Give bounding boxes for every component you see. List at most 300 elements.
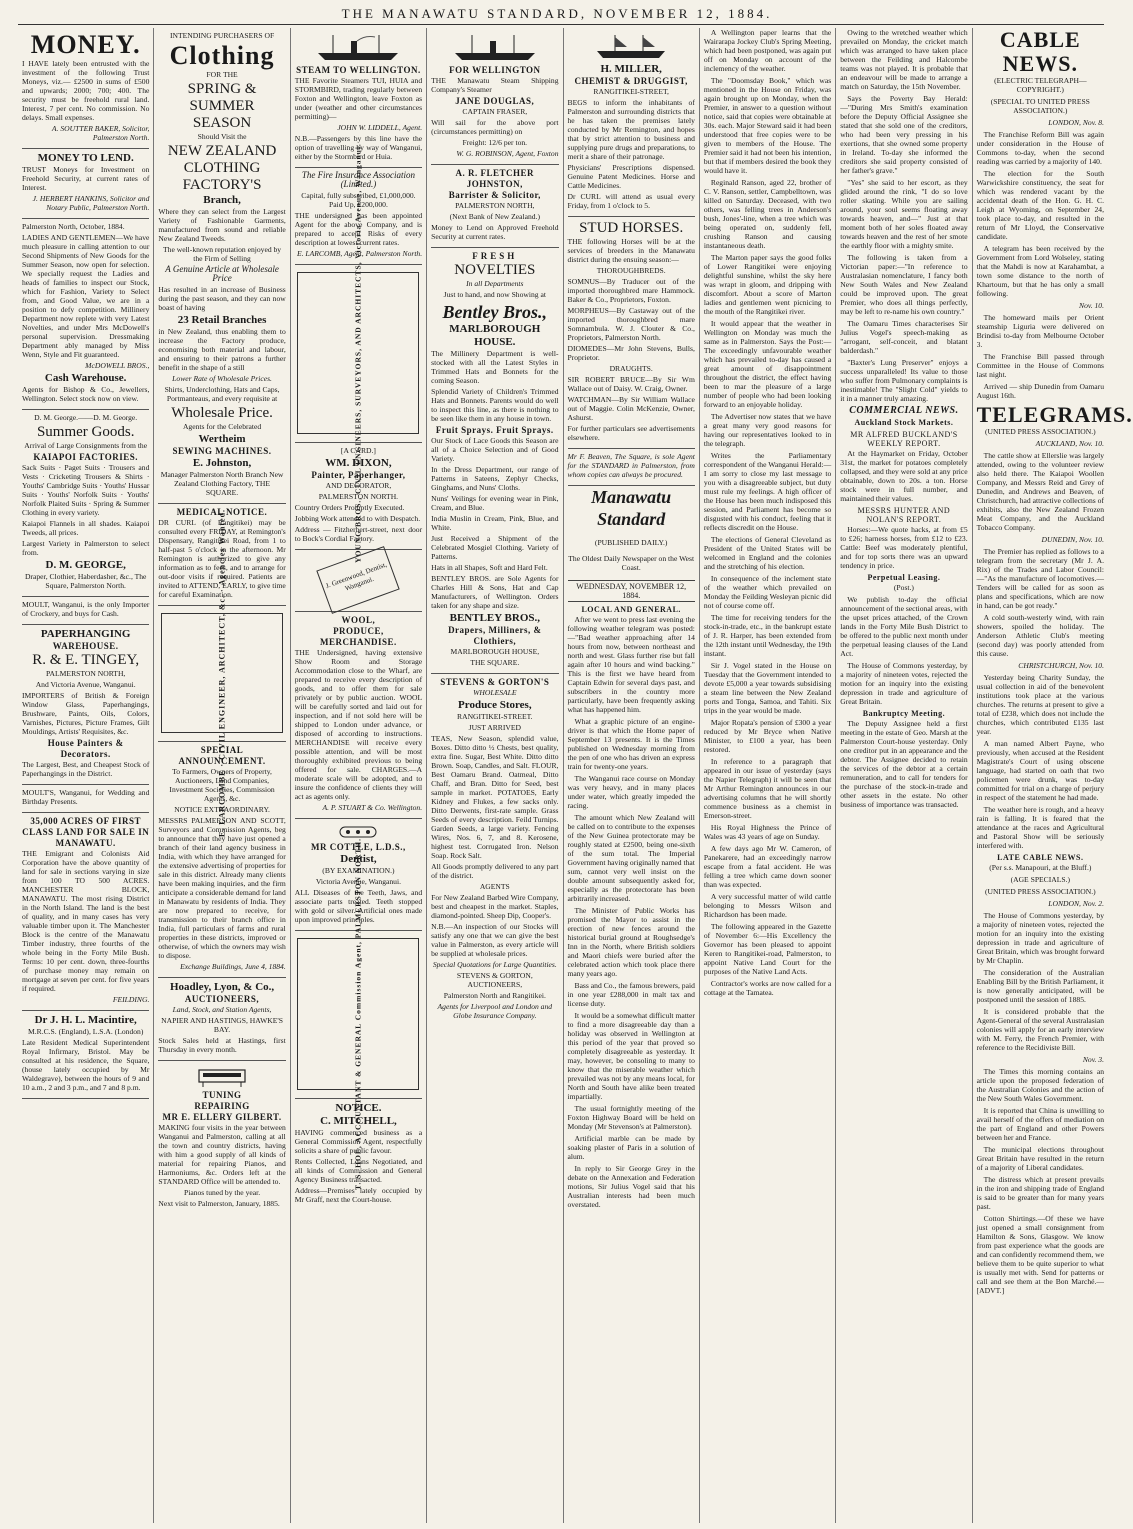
stevens-place: Palmerston North and Rangitikei. [443,991,546,1000]
just-hand: Just to hand, and now Showing at [443,290,546,299]
delivered: All Goods promptly delivered to any part of the district. [431,862,559,880]
hoe-box-text: T. S. HOE, ACCOUNTANT & GENERAL Commission Agent, PALMERSTON NORTH. [353,838,363,1190]
country: Country Orders Promptly Executed. [294,503,405,512]
largest: Largest Variety in Palmerston to select from. [22,539,150,557]
masthead-rule [18,24,1104,25]
c6-p16: A very successful matter of wild cattle belonging to Messrs Wilson and Richardson has been made. [703,892,832,919]
new-zealand: NEW ZEALAND [167,143,277,159]
ad-fletcher [431,165,558,248]
column-4 [427,28,563,1523]
jobbing: Jobbing Work attended to with Despatch. [294,514,421,523]
rents: Rents Collected, Loans Negotiated, and all kinds of Commission and General Agency Business transacted. [294,1157,423,1184]
buckland-title: MR ALFRED BUCKLAND'S WEEKLY REPORT. [850,430,958,448]
local-p8: The usual fortnightly meeting of the Foxton Highway Board will be held on Monday (Mr Stevenson's at Palmerston). [567,1103,695,1131]
dixon-place: PALMERSTON NORTH. [318,492,399,501]
auckland-title: Auckland Stock Markets. [854,418,954,427]
produce-stores: Produce Stores, [458,699,532,711]
miller-text: BEGS to inform the inhabitants of Palmerston and surrounding districts that he has taken the premises lately conducted by Mr Remington, and hopes that by strict attention to business and supplying pure drugs and preparations, to merit a share of their patronage. [567,98,695,161]
column-3 [291,28,427,1523]
dress: In the Dress Department, our range of Patterns in Sateens, Zephyr Checks, Ginghams, and Nuns' Cloths. [431,465,559,492]
fresh: FRESH [472,251,518,261]
exam: (BY EXAMINATION.) [322,866,395,875]
cottle-text: ALL Diseases of the Teeth, Jaws, and associate parts treated. Teeth stopped with gold or silver. Artificial ones made upon improved principles. [294,888,423,924]
dixon: WM. DIXON, [325,457,392,469]
c8-t3: A cold south-westerly wind, with rain showers, spoiled the holiday. The Anderson Athletic Club's meeting (second day) was poorly attended from this cause. [976,613,1104,658]
steam-title: STEAM TO WELLINGTON. [296,65,421,75]
steam-text: THE Favorite Steamers TUI, HUIA and STORMBIRD, trading regularly between Foxton and Wellington, leave Foxton as under (weather and other circumstances permitting)— [294,76,423,121]
summer-list: Sack Suits · Paget Suits · Trousers and Vests · Cricketing Trousers & Shirts · Youths' Cambridge Suits · Youths' Hussar Suits · Youths' Norfolk Suits · Youths' Norfolk Plaited Suits · Spring & Summer Clothing in every variety. [22,463,150,517]
auckland: AUCKLAND, Nov. 10. [1035,439,1104,448]
commercial-title: COMMERCIAL NEWS. [849,405,959,416]
tingey-place: PALMERSTON NORTH, [46,669,126,678]
for-wellington: FOR WELLINGTON [449,65,541,75]
johnston: E. Johnston, [192,457,252,469]
c8-l6: The municipal elections throughout Great Britain have resulted in the return of a majority of Liberal candidates. [976,1145,1104,1172]
intending: INTENDING PURCHASERS OF [169,31,275,40]
money-lend: Money to Lend on Approved Freehold Security at current rates. [431,223,559,241]
millinery: The Millinery Department is well-stocked with all the Latest Styles in Trimmed Hats and Bonnets for the coming Season. [431,349,559,385]
c8-t2: The Premier has replied as follows to a telegram from the secretary (Mr J. A. Rix) of the Trades and Labor Council:—"As the manufacture of locomotives.—Tenders will be called for as soon as plans and specifications, which are now in hand, can be got ready." [976,547,1104,610]
just-arrived: JUST ARRIVED [468,723,522,732]
daily: (PUBLISHED DAILY.) [594,537,668,547]
hunter-title: MESSRS HUNTER AND NOLAN'S REPORT. [857,506,951,524]
late-cable-title: LATE CABLE NEWS. [997,853,1084,862]
special-text: MESSRS PALMERSON AND SCOTT, Surveyors and Commission Agents, beg to announce that they have just opened a branch of their land agency business in India, with which they have arranged for the extensive advertising of properties for sale in this district. Already many clients have been making inquiries, and the firm anticipate a considerable demand for land in Manawatu by residents of India. They are now prepared to receive, for transmission to their branch office in India, full particulars of farms and rural properties in these districts, improved or otherwise, of which the owners may wish to dispose. [158,816,286,960]
c8-l7: The distress which at present prevails in the iron and shipping trade of England is said to be greater than for many years past. [976,1175,1104,1211]
c7-p9: We publish to-day the official announcement of the sectional areas, with the upset prices attached, of the Crown lands in the Forty Mile Bush District to be offered to the public next month under the perpetual leasing clauses of the Land Act. [840,595,968,658]
local-p5: The Minister of Public Works has promised the Mayor to assist in the erection of new fences around the historical burial ground at Roughsedge's Inn in the North, where British soldiers and Maori chiefs were buried after the celebrated action which took place there many years ago. [567,905,695,978]
bruce: SIR ROBERT BRUCE—By Sir Wm Wallace out of Daisy. W. Craig, Owner. [567,375,695,393]
stevens: STEVENS & GORTON'S [440,677,550,687]
dentist: Dentist, [340,853,377,865]
nov10: Nov. 10. [1079,301,1104,310]
local-title: LOCAL AND GENERAL. [581,604,681,614]
masthead: THE MANAWATU STANDARD, NOVEMBER 12, 1884. [341,6,773,21]
ad-george [22,410,149,597]
fire-title: The Fire Insurance Association (Limited.) [301,170,416,189]
goods: TEAS, New Season, splendid value, Boxes. Ditto ditto ½ Chests, best quality, extra fine. Sugar, Best White. Ditto ditto Brown. Soap, Candles, and Salt. FLOUR, Best Oamaru Brand. Oatmeal, Ditto Chaff, and Bran. Ditto for Seed, best sample in market. POTATOES, Early Kidney and Flukes, a few sacks only. Ditto Derwents, first-rate sample. Grass Seeds of every description. Feild Turnips. Garden Seeds, a large variety. Fencing Wires, Nos. 6, 7, and 8. Kerosene, highest test. Corrugated Iron. Nelson Soap. Rock Salt. [431,734,559,860]
dixon-address: Address — Fitzherbert-street, next door to Bock's Cordial Factory. [294,525,423,543]
marlborough: MARLBOROUGH HOUSE. [449,323,541,348]
tingey: R. & E. TINGEY, [32,652,140,668]
column-7 [836,28,972,1523]
somnus: SOMNUS—By Traducer out of the imported thoroughbred mare Hammock. Baker & Co., Proprietors, Foxton. [567,277,695,304]
telegrams-title: TELEGRAMS. [976,402,1133,427]
retail-text: in New Zealand, thus enabling them to increase the Factory produce, economising both material and labour, and ensuring to their patrons a further benefit in the shape of a still [158,327,286,372]
mitchell-text: HAVING commenced business as a General Commission Agent, respectfully solicits a share of public favour. [294,1128,423,1155]
c8-l1: The House of Commons yesterday, by a majority of nineteen votes, rejected the motion for an inquiry into the existing depression in trade and agriculture of Great Britain, which was brought forward by Mr Chaplin. [976,911,1104,965]
hats: Hats in all Shapes, Soft and Hard Felt. [431,563,548,572]
c6-p9: In consequence of the inclement state of the weather which prevailed on Monday the Feilding Wesleyan picnic did not of course come off. [703,574,832,610]
macintire-deg: M.R.C.S. (England), L.S.A. (London) [27,1027,144,1036]
drapers: Drapers, Milliners, & Clothiers, [448,625,542,646]
column-6 [700,28,836,1523]
genuine: A Genuine Article at Wholesale Price [165,264,279,283]
miller-rangitikei: RANGITIKEI-STREET, [593,87,669,96]
local-p9: Artificial marble can be made by soaking plaster of Paris in a solution of alum. [567,1133,695,1161]
c6-p14: His Royal Highness the Prince of Wales was 43 years of age on Sunday. [703,823,832,841]
decorator: AND DECORATOR, [325,481,392,490]
stamp-text: J. Greenwood, Dentist, Wanganui. [325,560,389,593]
ad-bentley [431,248,558,674]
special-to: To Farmers, Owners of Property, Auctioneers, Land Companies, Investment Societies, Commission Agents, &c. [169,767,275,803]
c8-l3: It is considered probable that the Agent-General of the several Australasian colonies will apply for an early interview with M. Ferry, the French Premier, with reference to the Recidiviste Bill. [976,1007,1104,1052]
ad-stevens [431,674,558,1026]
mcdowell-text: LADIES AND GENTLEMEN—We have much pleasure in calling attention to our Second Shipments of New Goods for the Summer Season, now open for selection. We specially request the Ladies and heads of families to inspect our Stock, which for Fashion, Variety to Select from, and Good Value, we are in a position to defy competition. Millinery Department now replete with very Latest Novelties, and under Mrs McDowell's personal supervision. Dressmaking Department ably managed by Miss Wenn, Style and Fit guaranteed. [22,233,150,359]
c8-c6: Arrived — ship Dunedin from Oamaru August 16th. [976,382,1104,400]
marlborough2: MARLBOROUGH HOUSE, [450,647,540,656]
c6-p1: A Wellington paper learns that the Wairarapa Jockey Club's Spring Meeting, which had been postponed, was again put off on Monday on account of the inclemency of the weather. [703,28,832,73]
india: India Muslin in Cream, Pink, Blue, and White. [431,514,559,532]
tingey-text: IMPORTERS of British & Foreign Window Glass, Paperhangings, Brushware, Paints, Oils, Colors, Varnishes, Pictures, Picture Frames, Gilt Mouldings, Artists' Requisites, &c. [22,691,150,736]
bentley: Bentley Bros., [442,302,548,322]
c6-p8: The elections of General Cleveland as President of the United States will be welcomed in England and the colonies and the stretching of his election. [703,535,832,571]
lace: Our Stock of Lace Goods this Season are all of a Choice Selection and of Good Variety. [431,436,559,463]
gilbert-text: MAKING four visits in the year between Wanganui and Palmerston, calling at all the town and country districts, having with him a good supply of all kinds of material for repairing Pianos, and Harmoniums, &c. Orders left at the STANDARD Office will be attended to. [158,1123,286,1186]
splendid: Splendid Variety of Children's Trimmed Hats and Bonnets. Parents would do well to inspect this line, as there is nothing to be seen like them in any house in town. [431,387,559,423]
summer-title: Summer Goods. [36,424,135,440]
george-top: D. M. George.——D. M. George. [34,413,138,422]
upa: (UNITED PRESS ASSOCIATION.) [984,427,1096,436]
c6-p4: The Marton paper says the good folks of Lower Rangitikei were enjoying delightful sunshine, whilst the sky here was wrapt in gloom, and dripping with discomfort. About a score of Marton ladies and gentlemen went picnicing to the mouth of the Rangitikei river. [703,253,832,316]
local-p10: In reply to Sir George Grey in the debate on the Annexation and Federation motions, Sir Julius Vogel said that his Australian interests had been much overstated. [567,1163,695,1209]
c8-t1: The cattle show at Ellerslie was largely attended, owing to the volunteer review also held there. The Kaiapoi Woollen Company, and Messrs Reid and Grey of Dunedin, and Andrews and Beaven, of Christchurch, had attractive collections of exhibits, also the New Zealand Frozen Meat Company, and the Auckland Tobacco Company. [976,451,1104,532]
card: [A CARD.] [340,446,376,455]
stud: STUD HORSES. [579,220,684,236]
reputation: The well-known reputation enjoyed by the Firm of Selling [163,245,282,263]
robinson: W. G. ROBINSON, Agent, Foxton [456,149,559,158]
johnston-text: Manager Palmerston North Branch New Zealand Clothing Factory, THE SQUARE. [160,470,284,497]
c8-c5: The Franchise Bill passed through Committee in the House of Commons last night. [976,352,1104,379]
c8-t6: The weather here is rough, and a heavy rain is falling. It is feared that the attendance at the races and Agricultural and Pastoral Show will be seriously interfered with. [976,805,1104,850]
ad-mcdowell [22,219,149,410]
notice: NOTICE. [335,1102,382,1114]
upa2: (UNITED PRESS ASSOCIATION.) [984,887,1096,896]
medical-title: MEDICAL NOTICE. [176,507,268,517]
next-bank: (Next Bank of New Zealand.) [449,212,541,221]
next-visit: Next visit to Palmerston, January, 1885. [158,1199,280,1208]
c8-l5: It is reported that China is unwilling to avail herself of the offers of mediation on the part of England and other Powers between her and France. [976,1106,1104,1142]
special-title: SPECIAL ANNOUNCEMENT. [178,745,266,766]
palmerston: PALMERSTON NORTH, [455,201,535,210]
special-sig: Exchange Buildings, June 4, 1884. [180,962,286,971]
agents: Agents for the Celebrated [182,422,262,431]
c7-p6: "Baxter's Lung Preserver" enjoys a success unparalleled! Its value to those who suffer from Pulmonary complaints is inestimable! The "Slight Cold" yields to it in a manner truly amazing. [840,358,968,403]
resulted: Has resulted in an increase of Business during the past season, and they can now boast of having [158,285,286,312]
repairing: REPAIRING [194,1101,250,1111]
beaven: Mr F. Beaven, The Square, is sole Agent for the STANDARD in Palmerston, from whom copies can always be procured. [567,452,695,479]
medical-text: DR CURL (of Rangitikei) may be consulted every FRIDAY, at Remington's Dispensary, Rangitikei Road, from 1 to half-past 5 o'clock in the afternoon. Mr Remington is authorized to give any information as to fees, and to arrange for out-door visits if required. Patients are invited to ATTEND, EARLY, to give time for careful Examination. [158,518,286,599]
c6-p5: It would appear that the weather in Wellington on Monday was much the same as in Palmerston. Says the Post:—The exceedingly unfavourable weather which has prevailed to-day has caused a great amount of disappointment throughout the district, the effect having been to mar the pleasure of a large number of people who had been looking forward to an enjoyable holiday. [703,319,832,409]
ad-moult [22,597,149,625]
wool: WOOL, [341,615,376,625]
liddell: JOHN W. LIDDELL, Agent. [337,123,423,132]
c6-p3: Reginald Ranson, aged 22, brother of C. V. Ranson, settler, Campbelltown, was killed on Saturday. Deceased, with two others, was felling trees in Anderson's bush, Jones'-line, when a tree which was being operated on, suddenly fell, crushing Ranson and causing instantaneous death. [703,178,832,250]
ad-land [22,813,149,1011]
macintire-name: Dr J. H. L. Macintire, [34,1014,137,1026]
steamer-text: THE Manawatu Steam Shipping Company's Steamer [431,76,559,94]
george-name: D. M. GEORGE, [45,559,126,571]
macintire-text: Late Resident Medical Superintendent Royal Infirmary, Bristol. May be consulted at his residence, the Square, (house lately occupied by Mr Waldegrave), between the hours of 9 and 10 a.m., 2 and 3 p.m., and 7 and 8 p.m. [22,1038,150,1092]
c6-p6: The Advertiser now states that we have a great many very good reasons for having our representatives looked to in the telegraph. [703,412,832,448]
c8-c2: The election for the South Warwickshire constituency, the seat for which was rendered vacant by the accidental death of the Hon. G. H. C. Leigh at Wyoming, on September 24, took place to-day, and resulted in the return of Mr Lloyd, the Conservative candidate. [976,169,1104,241]
branch-text: Where they can select from the Largest Variety of Fashionable Garments, manufactured from sound and reliable New Zealand Tweeds. [158,207,286,243]
pianos: Pianos tuned by the year. [183,1188,261,1197]
retail: 23 Retail Branches [177,314,267,326]
c6-p18: Contractor's works are now called for a cottage at the Tamatea. [703,979,832,997]
wool-sig: A. P. STUART & Co. Wellington. [322,803,423,812]
ad-stud [568,217,695,449]
freight: Freight: 12/6 per ton. [462,138,528,147]
kaiapoi: KAIAPOI FACTORIES. [33,452,139,462]
clothing-factory: CLOTHING FACTORY'S [182,160,262,193]
ship-engraving-icon [591,33,671,61]
wholesale: Wholesale Price. [171,405,273,421]
jane: JANE DOUGLAS, [455,96,535,106]
bentley-agents: BENTLEY BROS. are Sole Agents for Charles Hill & Sons, Hat and Cap Manufacturers, of Wellington. Orders taken for any shape and size. [431,574,559,610]
stock-sales: Stock Sales held at Hastings, first Thursday in every month. [158,1036,286,1054]
rangitikei: RANGITIKEI-STREET. [457,712,533,721]
branch: Branch, [203,194,241,206]
ad-wool [295,612,422,819]
fruit: Fruit Sprays. Fruit Sprays. [435,425,554,435]
lower-rate: Lower Rate of Wholesale Prices. [172,374,272,383]
notice-extra: NOTICE EXTRAORDINARY. [174,805,270,814]
c7-p2: Says the Poverty Bay Herald:—"During Mrs Smith's examination before the Deputy Official Assignee she stated that she sold one of the creditors, who had been very pressing in his exertions, that she owned some property in Ireland. To-day she informed the creditors she said property consisted of her father's grave." [840,94,968,175]
cottle-place: Victoria Avenue, Wanganui. [315,877,401,886]
mosgiel: Just Received a Shipment of the Celebrated Mosgiel Clothing. Variety of Patterns. [431,534,559,561]
c7-p7: At the Haymarket on Friday, October 31st, the market for potatoes completely collapsed, and they were sold at any price obtainable, down to 20s. a ton. Horse stock were in full number, and maintained their values. [840,449,968,503]
c8-c3: A telegram has been received by the Government from Lord Wolseley, stating that the Mahdi is now at Karahambat, a town some distance to the north of Khartoum, but that he has only a small following. [976,244,1104,298]
produce: PRODUCE, [333,626,384,636]
dentist-stamp [317,546,400,614]
nameplate-block [568,486,695,602]
lend-title: MONEY TO LEND. [37,152,134,164]
cash-text: Agents for Bishop & Co., Jewellers, Wellington. Select stock now on view. [22,385,150,403]
wool-text: THE Undersigned, having extensive Show Room and Storage Accommodation close to the Wharf, are prepared to receive every description of goods, and to offer them for sale privately or by public auction. WOOL will be carefully sorted and laid out for inspection, and if not sold here will be shipped to London under advance, or disposed of according to instructions. MERCHANDISE will receive every possible attention, and will be most thoroughly exhibited previous to being offered for sale. CHARGES.—A moderate scale will be adopted, and to insure the confidence of clients they will act as agents only. [294,648,423,801]
fire-text: THE undersigned has been appointed Agent for the above Company, and is prepared to accept Risks of every description at lowest current rates. [294,211,423,247]
agents-for: AGENTS [479,882,510,891]
hoadley: Hoadley, Lyon, & Co., [169,981,275,993]
barbed: For New Zealand Barbed Wire Company, best and cheapest in the market. Staples, diamond-pointed. Sheep Dip, Cooper's. [431,893,559,920]
stud-text: THE following Horses will be at the services of breeders in the Manawatu district during the ensuing season:— [567,237,695,264]
tingey-text2: The Largest, Best, and Cheapest Stock of Paperhangings in the District. [22,760,150,778]
column-5 [564,28,700,1523]
ad-clothing-factory [158,28,285,504]
bentley2: BENTLEY BROS., [449,612,540,624]
post: (Post.) [893,583,914,592]
c8-l8: Cotton Shirtings.—Of these we have just opened a small consignment from Hamilton & Sons, Glasgow. We know from past experience what the goods are and can confidently recommend them, we believe them to be quite superior to what is usually met with. Send for patterns or call and see them at the Bon Marché.—[ADVT.] [976,1214,1104,1295]
ad-moult2 [22,785,149,813]
for-the: FOR THE [206,70,238,79]
column-2 [154,28,290,1523]
mcdowell-sig: McDOWELL BROS., [85,361,150,370]
c7-p3: "Yes" she said to her escort, as they glided around the rink, "I do so love roller skating. While you are sailing around, your soul seems floating away towards heaven, and—" Just at that moment both of her soles floated away towards heaven and the rest of her smote the earthly floor with a mighty smite. [840,178,968,250]
curl: Dr CURL will attend as usual every Friday, from 1 o'clock to 5. [567,192,695,210]
lend-sig: J. HERBERT HANKINS, Solicitor and Notary Public, Palmerston North. [32,194,150,212]
c8-l2: The consideration of the Australian Enabling Bill by the British Parliament, it is now generally anticipated, will be postponed until the session of 1885. [976,968,1104,1004]
local-p3: The Wanganui race course on Monday was very heavy, and in many places under water, which greatly impeded the racing. [567,773,695,810]
sewing: SEWING MACHINES. [172,446,272,456]
clothing: Clothing [169,41,275,70]
c7-p4: The following is taken from a Victorian paper:—"In reference to Australasian nomenclature, I fancy both New South Wales and New Zealand could be improved upon. The great Premier, who does all things perfectly, may be left to re-name his own country." [840,253,968,316]
diomedes: DIOMEDES—Mr John Stevens, Bulls, Proprietor. [567,344,695,362]
should-visit: Should Visit the [197,132,247,141]
c8-l4: The Times this morning contains an article upon the proposed federation of the Australian Colonies and the action of the New South Wales Government. [976,1067,1104,1103]
miller: H. MILLER, [600,63,662,75]
local-general [568,605,695,1209]
further: For further particulars see advertisements elsewhere. [567,424,695,442]
season: SEASON [192,115,252,131]
tingey-place2: And Victoria Avenue, Wanganui. [35,680,136,689]
tuning: TUNING [202,1090,242,1100]
c6-p13: In reference to a paragraph that appeared in our issue of yesterday (says the Napier Telegraph) it will be seen that Mr Arthur Remington announces in our advertising columns that he will shortly commence business as a chemist in Emerson-street. [703,757,832,820]
larcombe-box-text: E. LARCOMBE · CIVIL ENGINEER, ARCHITECT, &c. · Agencies Wanted. [217,508,227,838]
ad-gilbert [158,1061,285,1214]
ad-miller [568,28,695,217]
local-p4: The amount which New Zealand will be called on to contribute to the expenses of the New Guinea protectorate may be roughly stated at £2500, being one-sixth of the sum total. The Imperial Government having originally named that sum, cannot very well insist on the double amount subsequently asked for, especially as the protectorate has been arbitrarily increased. [567,812,695,903]
money-text: I HAVE lately been entrusted with the investment of the following Trust Moneys, viz.— £2500 in sums of £500 and upwards; 2000; 700; 400. The security must be freehold rural land. Interest, 7 per cent. No commission. No delays. Small expenses. [22,59,150,122]
land-text: THE Emigrant and Colonists Aid Corporation have the above quantity of land for sale in sections varying in size from 100 TO 500 ACRES. MANCHESTER BLOCK, MANAWATU. The most rising District in the North Island. The land is the best of quality, and in many cases has very valuable timber upon it. The Manchester Block is the centre of the Manawatu Timber industry, three fourths of the whole being in the Forty Mile Bush. Terms: 10 per cent. down, three-fourths of purchase money may remain on mortgage at seven per cent. for five years if required. [22,849,150,993]
steam-nb: N.B.—Passengers by this line have the option of travelling by way of Wanganui, either by the Stormbird or Huia. [294,134,423,161]
money-title: MONEY. [30,30,141,59]
dateline: WEDNESDAY, NOVEMBER 12, 1884. [568,580,695,602]
capital: Capital, fully subscribed, £1,000,000. Paid Up, £200,000. [301,191,416,209]
steamship-icon [450,33,540,63]
wholesale: WHOLESALE [473,688,517,697]
gilbert: MR E. ELLERY GILBERT. [162,1112,282,1122]
nuns: Nuns' Veilings for evening wear in Pink, Cream, and Blue. [431,494,559,512]
captain: CAPTAIN FRASER, [462,107,528,116]
stevens-nb: N.B.—An inspection of our Stocks will satisfy any one that we can give the best value in Palmerston, as every article will be supplied at wholesale prices. [431,922,559,958]
copyright: (ELECTRIC TELEGRAPH—COPYRIGHT.) [994,76,1087,94]
square: THE SQUARE. [470,658,520,667]
age: (AGE SPECIALS.) [1010,875,1071,884]
thoroughbreds: THOROUGHBREDS. [596,266,666,275]
young-box-text: YOUNG BROS., CIVIL ENGINEERS, SURVEYORS, AND ARCHITECTS, Victoria Avenue, Wanganui. [353,143,363,563]
shirts: Shirts, Underclothing, Hats and Caps, Portmanteaus, and every requisite at [164,385,280,403]
c6-p15: A few days ago Mr W. Cameron, of Panekarere, had an exceedingly narrow escape from a fatal accident. He was felling a tree which came down sooner than was expected. [703,844,832,889]
house-painters: House Painters & Decorators. [47,738,124,759]
local-p6: Bass and Co., the famous brewers, paid in one year £288,000 in malt tax and license duty. [567,980,695,1008]
all-depts: In all Departments [466,279,524,288]
fire-sig: E. LARCOMB, Agent, Palmerston North. [296,249,423,258]
george-desc: Draper, Clothier, Haberdasher, &c., The Square, Palmerston North. [24,572,147,590]
column-8 [973,27,1133,1523]
nameplate: Manawatu Standard [591,487,672,529]
mcdowell-date: Palmerston North, October, 1884. [22,222,125,231]
c7-p10: The House of Commons yesterday, by a majority of nineteen votes, rejected the motion for an inquiry into the existing depression in trade and agriculture of Great Britain. [840,661,968,706]
lend-text: TRUST Moneys for Investment on Freehold Security, at current rates of Interest. [22,165,150,192]
novelties: NOVELTIES [454,262,536,278]
special-q: Special Quotations for Large Quantities. [432,960,557,969]
ad-beaven [568,449,695,486]
physicians: Physicians' Prescriptions dispensed. Genuine Patent Medicines. Horse and Cattle Medicines. [567,163,695,190]
mana: (Per s.s. Manapouri, at the Bluff.) [989,863,1092,872]
dunedin: DUNEDIN, Nov. 10. [1041,535,1104,544]
fletcher: A. R. FLETCHER JOHNSTON, [455,168,535,189]
mitchell-address: Address—Premises lately occupied by Mr Graff, next the Court-house. [294,1186,423,1204]
paperhanging: PAPERHANGING [40,628,131,640]
c7-p5: The Oamaru Times characterises Sir Julius Vogel's speech-making as "arrogant, self-conceit, and blatant balderdash." [840,319,968,355]
c7-p11: The Deputy Assignee held a first meeting in the estate of Geo. Marsh at the Palmerston Court-house yesterday. Only one creditor put in an appearance and the debtor. The Assignee decided to retain the services of the debtor at a certain remuneration, and to call for tenders for the purchase of the stock-in-trade and other assets in the estate. No other business of importance was transacted. [840,719,968,809]
c6-p2: The "Doomsday Book," which was mentioned in the House on Friday, was again brought up on Monday, when the Premier, in answer to a question without notice, said that copies were obtainable at 30s. each. Major Steward said it had been understood that free copies were to be given to members of the House. The Premier said it had not been his intention, but that if members desired the book they would have it. [703,76,832,175]
ad-jane-douglas [431,28,558,165]
c7-p1: Owing to the wretched weather which prevailed on Monday, the cricket match which was arranged to have taken place between the Feilding and Halcombe teams was not played. It is probable that an endeavour will be made to arrange a match on Saturday, the 15th November. [840,28,968,91]
columns [18,27,1133,1523]
moult-text: MOULT, Wanganui, is the only Importer of Crockery, and buys for Cash. [22,600,150,618]
will-sail: Will sail for the above port (circumstances permitting) on [431,118,559,136]
ad-money-lend [22,149,149,219]
ad-macintire [22,1011,149,1099]
wertheim: Wertheim [198,433,246,445]
painter: Painter, Paperhanger, [311,470,406,480]
mitchell: C. MITCHELL, [320,1115,397,1127]
c7-p8: Horses:—We quote hacks, at from £5 to £26; harness horses, from £12 to £23. Cattle: Beef was moderately plentiful, and for top sorts there was an upward tendency in price. [840,525,968,570]
c8-c4: The homeward mails per Orient steamship Liguria were delivered on Brindisi to-day from Melbourne October 3. [976,313,1104,349]
column-1 [18,28,154,1523]
land-title: 35,000 ACRES OF FIRST CLASS LAND FOR SALE IN MANAWATU. [22,816,150,848]
c6-p12: Major Ropata's pension of £300 a year reduced by Mr Bryce when Native Minister, to £100 a year, has been restored. [703,718,832,754]
local-p7: It would be a somewhat difficult matter to find a more disagreeable day than a holiday was observed in Wellington at this period of the year that proved so completely disagreeable as yesterday. It may, however, be consoling to many to know that the miserable weather which prevailed was not by any means local, for North and South have alike been treated impartially. [567,1010,695,1101]
local-p2: What a graphic picture of an engine-driver is that which the Home paper of September 13 presents. It is the Times published on Wednesday morning from the pen of one who has driven an express train for twenty-one years. [567,716,695,771]
oldest: The Oldest Daily Newspaper on the West Coast. [568,554,695,573]
morpheus: MORPHEUS—By Castaway out of the imported thoroughbred mare Somnambula. W. J. Clouter & Co., Proprietors, Palmerston North. [567,306,695,342]
moult2: MOULT'S, Wanganui, for Wedding and Birthday Presents. [22,788,150,806]
napier: NAPIER AND HASTINGS, HAWKE'S BAY. [161,1016,283,1034]
money-sig: A. SOUTTER BAKER, Solicitor, Palmerston North. [51,124,150,142]
london2: LONDON, Nov. 2. [1048,899,1104,908]
spring-summer: SPRING & SUMMER [187,81,257,114]
c8-t4: Yesterday being Charity Sunday, the usual collection in aid of the benevolent institutions took place at the various churches. The returns at present to give a total of £238, which does not include the churches, which contributed £135 last year. [976,673,1104,736]
c6-p10: The time for receiving tenders for the stock-in-trade, etc., in the bankrupt estate of J. R. Harper, has been extended from the 12th instant until Wednesday, the 19th instant. [703,613,832,658]
land-stock: Land, Stock, and Station Agents, [172,1005,272,1014]
agents-liv: Agents for Liverpool and London and Globe Insurance Company. [437,1002,553,1020]
ad-money [22,28,149,149]
ad-stamp [295,550,422,612]
c8-t5: A man named Albert Payne, who previously, when accused at the Resident Magistrate's Court of using obscene language, had started on oath that two policemen were drunk, was to-day committed for trial on a charge of perjury in respect of the statement he had made. [976,739,1104,802]
c8-c1: The Franchise Reform Bill was again under consideration in the House of Commons to-day, when the second reading was carried by a majority of 140. [976,130,1104,166]
c6-p17: The following appeared in the Gazette of November 6:—His Excellency the Governor has been pleased to appoint Keren to Rangitikei-road, Palmerston, to appoint Native Land Court for the purposes of the Native Land Acts. [703,922,832,976]
draughts: DRAUGHTS. [609,364,653,373]
ad-hoadley [158,978,285,1061]
merchandise: MERCHANDISE. [320,637,397,647]
c6-p11: Sir J. Vogel stated in the House on Tuesday that the Government intended to devote £5,000 a year towards subsidising a steam line between the New Zealand ports and Tonga, Samoa, and Tahiti. Six trips in the year would be made. [703,661,832,715]
piano-icon [195,1066,249,1088]
special-upa: (SPECIAL TO UNITED PRESS ASSOCIATION.) [990,97,1090,115]
chemist: CHEMIST & DRUGGIST, [574,76,688,86]
bankruptcy-title: Bankruptcy Meeting. [862,709,946,718]
steamship-icon [313,33,403,63]
cable-title: CABLE NEWS. [999,27,1081,76]
stevens-sig: STEVENS & GORTON, AUCTIONEERS, [456,971,533,989]
c6-p7: Writes the Parliamentary correspondent of the Wanganui Herald:—I am sorry to close my last message to you with a disagreeable subject, but duty must rule my feelings. A high officer of the House has been much indisposed this session, and Parliament has become so disgusted with his conduct, feeling that it reflects discredit on the House. [703,451,832,532]
summer-text: Arrival of Large Consignments from the [24,441,148,450]
ad-tingey [22,625,149,785]
watchman: WATCHMAN—By Sir William Wallace out of Maggie. Colin McKenzie, Owner, Ashurst. [567,395,695,422]
christchurch: CHRISTCHURCH, Nov. 10. [1018,661,1104,670]
flannels: Kaiapoi Flannels in all shades. Kaiapoi Tweeds, all prices. [22,519,150,537]
nov3: Nov. 3. [1082,1055,1104,1064]
london1: LONDON, Nov. 8. [1048,118,1104,127]
auctioneers: AUCTIONEERS, [184,994,260,1004]
warehouse: WAREHOUSE. [52,641,119,651]
barrister: Barrister & Solicitor, [448,190,541,200]
perpetual-title: Perpetual Leasing. [867,573,941,582]
local-p1: After we went to press last evening the following weather telegram was posted:—"Bad weather approaching after 14 hours from now, between northeast and north and west. Glass further rise but fall again after 10 hours and wind backing." This is the first we have heard from Captain Edwin for several days past, and subscribers in the country more particularly, have been frequently asking what has happened him. [567,614,695,714]
cash-warehouse: Cash Warehouse. [44,372,127,384]
cottle: MR COTTLE, L.D.S., [311,842,406,852]
